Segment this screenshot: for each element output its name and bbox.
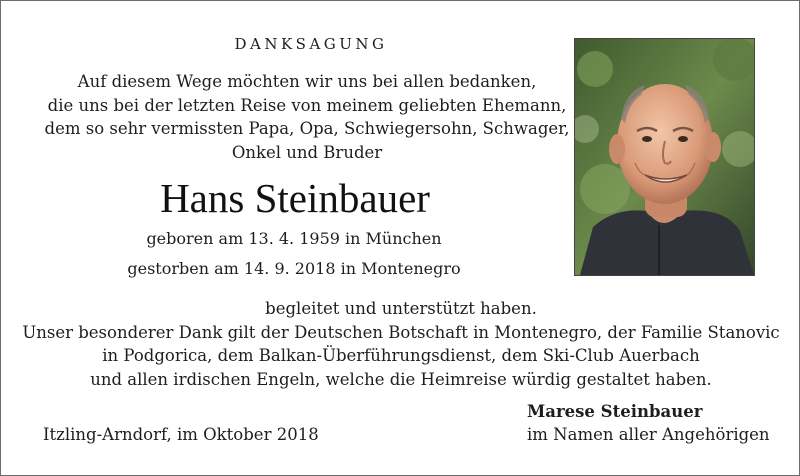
death-info: gestorben am 14. 9. 2018 in Montenegro (127, 259, 461, 278)
signatory-name: Marese Steinbauer (527, 402, 703, 421)
deceased-name: Hans Steinbauer (160, 175, 430, 221)
intro-line: Auf diesem Wege möchten wir uns bei allen bedanken, (77, 72, 537, 91)
intro-line: dem so sehr vermissten Papa, Opa, Schwiegersohn, Schwager, (44, 119, 570, 138)
notice-heading: DANKSAGUNG (234, 35, 388, 53)
thanks-text (21, 297, 781, 391)
thanks-line: begleitet und unterstützt haben. (265, 299, 537, 318)
portrait-illustration (575, 39, 754, 275)
intro-line: die uns bei der letzten Reise von meinem geliebten Ehemann, (47, 95, 567, 115)
thanks-line: in Podgorica, dem Balkan-Überführungsdienst, dem Ski-Club Auerbach (102, 346, 700, 365)
signatory-note: im Namen aller Angehörigen (527, 425, 770, 444)
birth-info: geboren am 13. 4. 1959 in München (146, 229, 442, 248)
thanks-line: und allen irdischen Engeln, welche die Heimreise würdig gestaltet haben. (90, 369, 712, 389)
thanks-line: Unser besonderer Dank gilt der Deutschen Botschaft in Montenegro, der Familie Stanovic (22, 322, 780, 342)
intro-line: Onkel und Bruder (231, 142, 383, 162)
portrait-photo (574, 38, 755, 276)
place-date: Itzling-Arndorf, im Oktober 2018 (43, 425, 319, 444)
intro-text (21, 70, 593, 164)
